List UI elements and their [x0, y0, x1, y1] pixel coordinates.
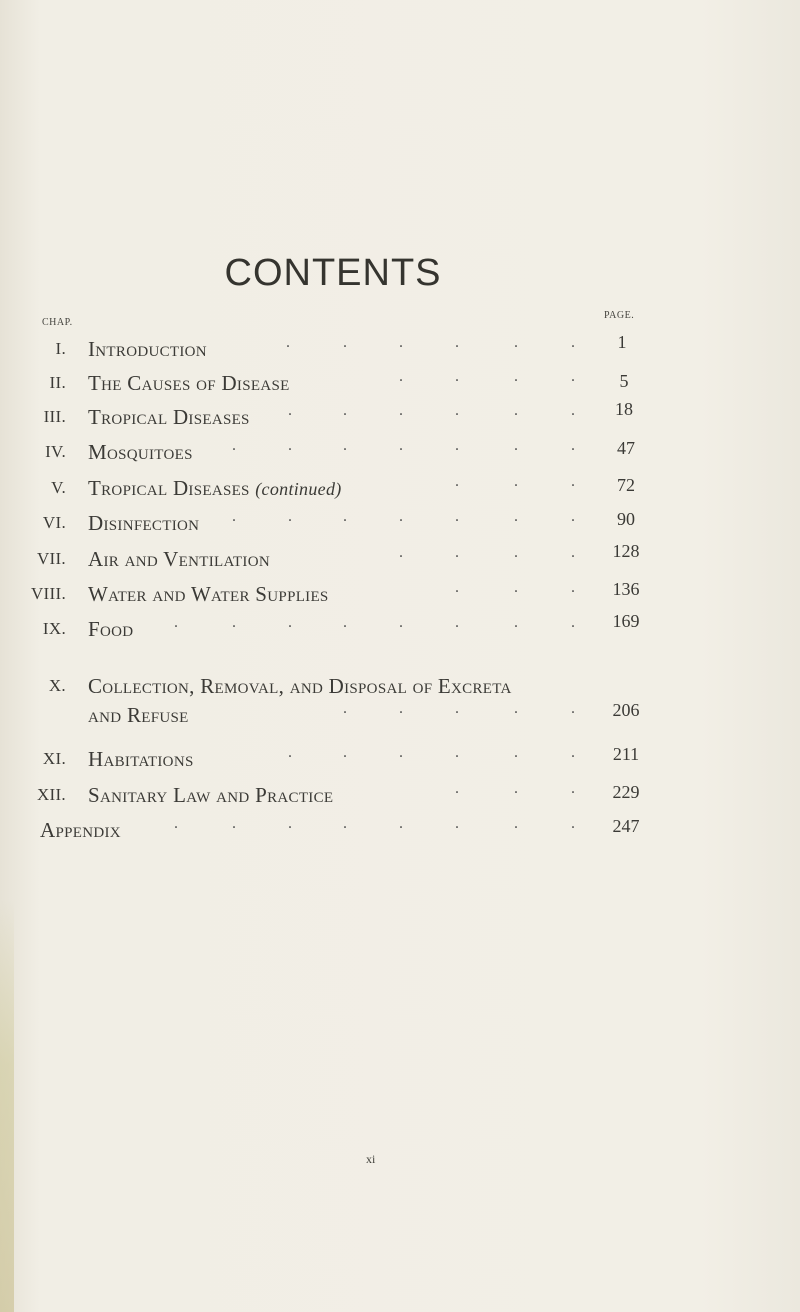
page-number: 229: [612, 782, 640, 802]
folio-page-number: xi: [366, 1152, 376, 1166]
toc-entry-6: [24, 508, 524, 538]
toc-entry-10: [34, 671, 674, 701]
chapter-number: III.: [43, 407, 66, 426]
chapter-title-main: Tropical Diseases: [88, 476, 250, 500]
toc-entry-9: [34, 614, 534, 644]
page-number: 72: [617, 475, 635, 495]
chapter-title: Sanitary Law and Practice: [88, 783, 334, 807]
chapter-number: IX.: [42, 619, 66, 638]
page-number: 90: [617, 509, 635, 529]
chapter-number: XII.: [36, 785, 66, 804]
page-number: 136: [612, 579, 640, 599]
toc-entry-7: [14, 544, 514, 574]
toc-entry-3: [24, 402, 524, 432]
page-number: 247: [612, 816, 640, 836]
chapter-title: Food: [88, 617, 134, 641]
toc-entry-12: [14, 780, 514, 810]
chapter-number: XI.: [42, 749, 66, 768]
chapter-title: Mosquitoes: [88, 440, 193, 464]
chapter-number: IV.: [45, 442, 66, 461]
chapter-title: Disinfection: [88, 511, 200, 535]
toc-entry-5: [34, 473, 534, 503]
chapter-title: Collection, Removal, and Disposal of Excreta: [88, 674, 512, 698]
page-column-label: PAGE.: [604, 310, 635, 321]
chapter-title: Tropical Diseases: [88, 405, 250, 429]
page-title: CONTENTS: [224, 252, 442, 294]
chapter-number: I.: [55, 339, 66, 358]
chapter-title: The Causes of Disease: [88, 371, 290, 395]
toc-entry-8: [4, 579, 504, 609]
page-number: 206: [612, 700, 640, 720]
toc-entry-2: [34, 368, 534, 398]
chapter-title-italic: (continued): [255, 479, 342, 499]
chapter-title: Introduction: [88, 337, 207, 361]
chapter-title: Air and Ventilation: [88, 547, 270, 571]
book-page: CONTENTS CHAP. PAGE. I. Introduction . . . . . . 1 II. The Causes of Disease . . . . 5 III. Tropical Diseases . . . . . . 18 IV. Mosquitoes . . . . . . . 47 V. Tropical Diseases (continued) . . . 72 VI. Disinfection . . . . . . . 90 VII. Air and Ventilation . . . . 128 VIII. Water and Water Supplies . . . 136 IX. Food . . . . . . . . 169 X. Collection, Removal, and Disposal of Excreta and Refuse . . . . . 206 XI. Habitations . . . . . . 211 XII. Sanitary Law and Practice . . . 229 Appendix . . . . . . . . 247 xi: [0, 0, 800, 1312]
toc-entry-11: [24, 744, 524, 774]
page-number: 47: [617, 438, 635, 458]
chapter-number: VI.: [42, 513, 66, 532]
page-stain: [0, 900, 14, 1312]
appendix-title: Appendix: [40, 818, 121, 842]
chapter-title-line2: and Refuse: [88, 703, 189, 727]
chapter-title: Water and Water Supplies: [88, 582, 329, 606]
chapter-title: [88, 473, 342, 504]
page-number: 5: [619, 371, 629, 391]
page-number: 211: [612, 744, 640, 764]
toc-entry-1: [34, 334, 534, 364]
chapter-number: X.: [48, 676, 66, 695]
chapter-number: II.: [49, 373, 66, 392]
chapter-number: VIII.: [30, 584, 66, 603]
chapter-column-label: CHAP.: [42, 317, 73, 328]
page-number: 1: [617, 332, 627, 352]
chapter-number: VII.: [36, 549, 66, 568]
page-number: 169: [612, 611, 640, 631]
chapter-number: V.: [51, 478, 66, 497]
chapter-title: Habitations: [88, 747, 194, 771]
page-number: 18: [615, 399, 633, 419]
page-number: 128: [612, 541, 640, 561]
toc-entry-4: [24, 437, 524, 467]
